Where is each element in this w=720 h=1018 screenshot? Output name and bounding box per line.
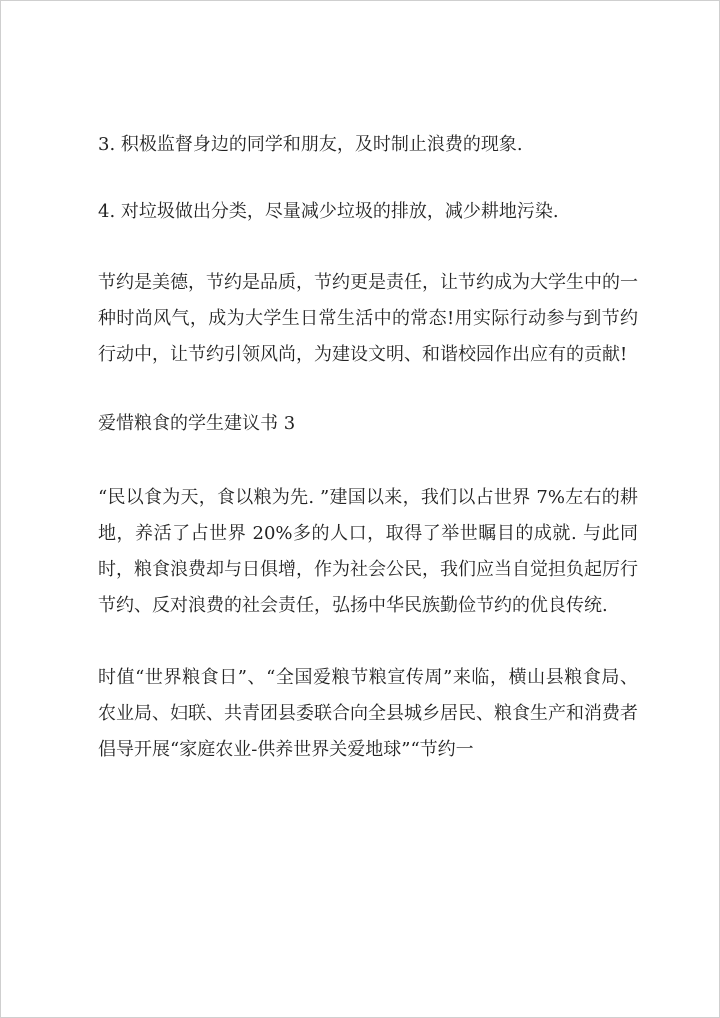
paragraph-campaign: 时值“世界粮食日”、“全国爱粮节粮宣传周”来临，横山县粮食局、农业局、妇联、共青团县委联合向全县城乡居民、粮食生产和消费者倡导开展“家庭农业-供养世界关爱地球”“节约一 [98, 667, 638, 760]
document-body [98, 127, 638, 768]
paragraph-intro: “民以食为天，食以粮为先. ”建国以来，我们以占世界 7%左右的耕地，养活了占世界 20%多的人口，取得了举世瞩目的成就. 与此同时，粮食浪费却与日俱增，作为社会公民，我们应当自觉担负起厉行节约、反对浪费的社会责任，弘扬中华民族勤俭节约的优良传统. [98, 487, 638, 616]
paragraph-item-3: 3. 积极监督身边的同学和朋友，及时制止浪费的现象. [98, 134, 523, 155]
section-heading: 爱惜粮食的学生建议书 3 [98, 413, 296, 434]
paragraph-item-4: 4. 对垃圾做出分类，尽量减少垃圾的排放，减少耕地污染. [98, 201, 559, 222]
paragraph-conclusion: 节约是美德，节约是品质，节约更是责任，让节约成为大学生中的一种时尚风气，成为大学生日常生活中的常态!用实际行动参与到节约行动中，让节约引领风尚，为建设文明、和谐校园作出应有的贡献! [98, 272, 638, 365]
